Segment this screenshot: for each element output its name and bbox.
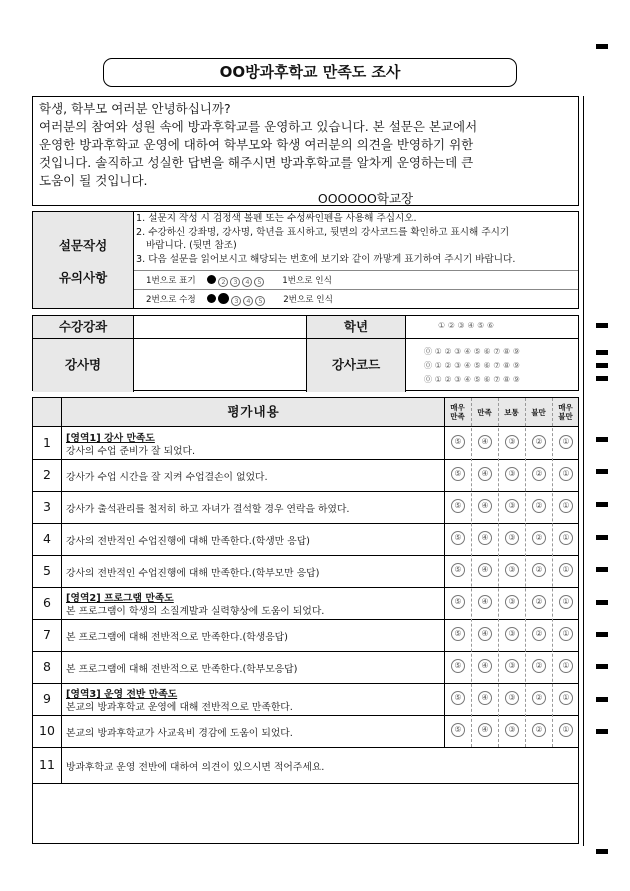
question-number: 10 [33,715,62,747]
answer-bubble[interactable]: ② [532,627,546,641]
answer-bubble[interactable]: ④ [478,467,492,481]
answer-bubble[interactable]: ③ [505,659,519,673]
answer-bubble[interactable]: ③ [505,723,519,737]
open-question-text: 방과후학교 운영 전반에 대하여 의견이 있으시면 적어주세요. [66,762,325,773]
answer-bubble[interactable]: ⑤ [451,435,465,449]
scale-satisfied: 만족 [477,407,492,417]
page-title: OO방과후학교 만족도 조사 [103,58,517,87]
evaluation-table [32,397,579,844]
answer-bubble[interactable]: ④ [478,435,492,449]
answer-bubble[interactable]: ⑤ [451,595,465,609]
answer-bubble[interactable]: ② [532,435,546,449]
timing-mark [596,350,608,355]
answer-bubble[interactable]: ⑤ [451,723,465,737]
answer-bubble[interactable]: ④ [478,723,492,737]
answer-bubble[interactable]: ① [559,563,573,577]
answer-bubble[interactable]: ① [559,659,573,673]
marking-example-2: 2번으로 수정 3 4 5 2번으로 인식 [134,289,578,310]
answer-bubble[interactable]: ② [532,531,546,545]
answer-bubble[interactable]: ③ [505,691,519,705]
timing-mark [596,363,608,368]
question-text: 강사가 수업 시간을 잘 지켜 수업결손이 없었다. [66,472,268,483]
timing-mark [596,697,608,702]
evaluation-header-title: 평가내용 [227,404,280,419]
instruction-item: 1. 설문지 작성 시 검정색 볼펜 또는 수성싸인펜을 사용해 주십시오. [136,213,417,224]
answer-bubble[interactable]: ① [559,627,573,641]
survey-question-row [33,651,578,684]
timing-mark [596,849,608,854]
timing-mark [596,664,608,669]
instruction-item: 2. 수강하신 강좌명, 강사명, 학년을 표시하고, 뒷면의 강사코드를 확인하고 표시해 주시기 [136,226,510,238]
answer-bubble[interactable]: ① [559,531,573,545]
answer-bubble[interactable]: ① [559,435,573,449]
question-text: 강사가 출석관리를 철저히 하고 자녀가 결석할 경우 연락을 하였다. [66,504,350,515]
question-text: 본교의 방과후학교가 사교육비 경감에 도움이 되었다. [66,728,293,739]
instruction-item: 바랍니다. (뒷면 참조) [146,240,237,251]
answer-bubble[interactable]: ② [532,563,546,577]
question-number: 1 [33,427,62,459]
survey-question-row [33,427,578,460]
intro-line: 여러분의 참여와 성원 속에 방과후학교를 운영하고 있습니다. 본 설문은 본교에서 [39,119,478,134]
evaluation-header [33,398,578,427]
intro-line: 것입니다. 솔직하고 성실한 답변을 해주시면 방과후학교를 알차게 운영하는데 큰 [39,155,474,170]
answer-bubble[interactable]: ⑤ [451,563,465,577]
timing-mark [596,567,608,572]
timing-mark [596,376,608,381]
instructions-text [136,212,574,266]
scale-very-satisfied: 매우 만족 [450,403,465,421]
filled-bubble-icon [207,275,216,284]
timing-mark [596,600,608,605]
timing-mark [596,44,608,49]
area-heading: [영역3] 운영 전반 만족도 [66,689,178,700]
marking-example-1: 1번으로 표기 2 3 4 5 1번으로 인식 [134,270,578,291]
survey-question-row [33,491,578,524]
timing-mark [596,323,608,328]
question-number: 2 [33,459,62,491]
comment-area[interactable] [33,784,578,842]
survey-question-row [33,555,578,588]
answer-bubble[interactable]: ② [532,723,546,737]
teacher-code-label: 강사코드 [306,338,406,392]
answer-bubble[interactable]: ⑤ [451,499,465,513]
question-text: 본 프로그램에 대해 전반적으로 만족한다.(학생응답) [66,632,288,643]
question-number: 3 [33,491,62,523]
course-info-table [32,315,579,391]
area-heading: [영역1] 강사 만족도 [66,433,155,444]
answer-bubble[interactable]: ③ [505,435,519,449]
question-text: 강사의 수업 준비가 잘 되었다. [66,446,196,457]
answer-bubble[interactable]: ③ [505,499,519,513]
answer-bubble[interactable]: ④ [478,563,492,577]
timing-mark [596,437,608,442]
answer-bubble[interactable]: ③ [505,531,519,545]
grade-label: 학년 [306,316,406,338]
survey-question-row [33,523,578,556]
question-text: 강사의 전반적인 수업진행에 대해 만족한다.(학생만 응답) [66,536,310,547]
instructions-box [32,211,579,309]
code-bubbles-row2[interactable]: ⓪①②③④⑤⑥⑦⑧⑨ [424,361,523,370]
survey-question-row [33,715,578,748]
answer-bubble[interactable]: ② [532,499,546,513]
scale-neutral: 보통 [504,407,519,417]
area-heading: [영역2] 프로그램 만족도 [66,593,174,604]
teacher-field[interactable] [134,338,306,392]
answer-bubble[interactable]: ④ [478,659,492,673]
answer-bubble[interactable]: ① [559,691,573,705]
answer-bubble[interactable]: ② [532,467,546,481]
timing-mark [596,469,608,474]
answer-bubble[interactable]: ④ [478,499,492,513]
signature: OOOOOO학교장 [317,191,414,206]
answer-bubble[interactable]: ① [559,467,573,481]
side-rule [583,96,584,846]
question-number: 5 [33,555,62,587]
instructions-label: 설문작성 유의사항 [33,212,134,308]
survey-question-row [33,619,578,652]
grade-bubbles[interactable]: ①②③④⑤⑥ [438,321,497,330]
answer-bubble[interactable]: ① [559,595,573,609]
code-bubbles-row1[interactable]: ⓪①②③④⑤⑥⑦⑧⑨ [424,347,523,356]
answer-bubble[interactable]: ⑤ [451,659,465,673]
survey-question-row [33,683,578,716]
filled-bubble-icon [218,293,229,304]
survey-question-row [33,459,578,492]
question-text: 본 프로그램이 학생의 소질계발과 실력향상에 도움이 되었다. [66,606,325,617]
answer-bubble[interactable]: ④ [478,595,492,609]
answer-bubble[interactable]: ② [532,595,546,609]
answer-bubble[interactable]: ③ [505,595,519,609]
answer-bubble[interactable]: ④ [478,627,492,641]
answer-bubble[interactable]: ④ [478,691,492,705]
code-bubbles-row3[interactable]: ⓪①②③④⑤⑥⑦⑧⑨ [424,375,523,384]
scale-very-dissatisfied: 매우 불만 [558,403,573,421]
course-label: 수강강좌 [33,316,134,338]
answer-bubble[interactable]: ③ [505,627,519,641]
timing-mark [596,729,608,734]
question-text: 본 프로그램에 대해 전반적으로 만족한다.(학부모응답) [66,664,298,675]
answer-bubble[interactable]: ④ [478,531,492,545]
question-number: 6 [33,587,62,619]
filled-bubble-icon [207,294,216,303]
answer-bubble[interactable]: ⑤ [451,627,465,641]
teacher-label: 강사명 [33,338,134,392]
answer-bubble[interactable]: ⑤ [451,467,465,481]
timing-mark [596,502,608,507]
instruction-item: 3. 다음 설문을 읽어보시고 해당되는 번호에 보기와 같이 까맣게 표기하여 주시기 바랍니다. [136,253,516,265]
answer-bubble[interactable]: ② [532,691,546,705]
question-number: 7 [33,619,62,651]
timing-mark [596,535,608,540]
question-number: 4 [33,523,62,555]
answer-bubble[interactable]: ⑤ [451,531,465,545]
answer-bubble[interactable]: ② [532,659,546,673]
question-number: 9 [33,683,62,715]
question-text: 본교의 방과후학교 운영에 대해 전반적으로 만족한다. [66,702,293,713]
answer-bubble[interactable]: ⑤ [451,691,465,705]
timing-mark [596,632,608,637]
intro-box [32,96,579,206]
intro-line: 도움이 될 것입니다. [39,173,148,188]
open-question-row: 11 방과후학교 운영 전반에 대하여 의견이 있으시면 적어주세요. [33,747,578,784]
survey-question-row [33,587,578,620]
course-field[interactable] [134,316,306,338]
answer-bubble[interactable]: ① [559,723,573,737]
intro-line: 학생, 학부모 여러분 안녕하십니까? [39,101,231,116]
scale-dissatisfied: 불만 [531,407,546,417]
intro-line: 운영한 방과후학교 운영에 대하여 학부모와 학생 여러분의 의견을 반영하기 위한 [39,137,474,152]
answer-bubble[interactable]: ① [559,499,573,513]
answer-bubble[interactable]: ③ [505,563,519,577]
answer-bubble[interactable]: ③ [505,467,519,481]
question-number: 8 [33,651,62,683]
question-text: 강사의 전반적인 수업진행에 대해 만족한다.(학부모만 응답) [66,568,320,579]
